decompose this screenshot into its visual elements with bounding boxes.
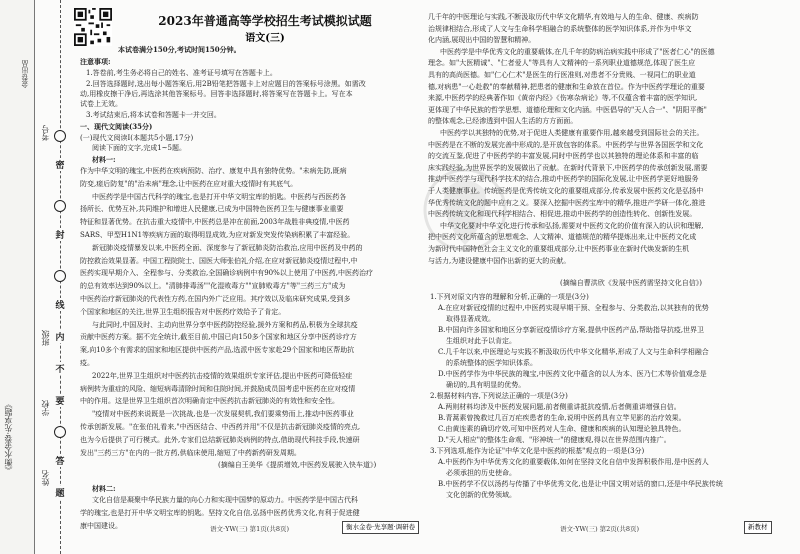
body-line: 中华文化要对中华文化进行传承和弘扬,需要对中医药文化的价值有深入的认识和理解, (440, 221, 704, 230)
answer-option: C.几千年以来,中医理论与实践不断汲取历代中华文化精华,形成了人文与生命科学相融合 (438, 348, 709, 356)
body-line: 德,对病患"一心赴救"的奉献精神,把患者的健康和生命放在首位。作为中医药学理论的重要 (428, 82, 705, 91)
body-line: 扬所长、优势互补,共同维护和增进人民健康,已成为中国特色医药卫生与健康事业重要 (80, 205, 344, 214)
answer-option: 生组织对此予以肯定。 (446, 337, 516, 345)
answer-option: A.在应对新冠疫情的过程中,中医药实现早期干预、全程参与、分类救治,以其独有的优势 (438, 304, 709, 312)
body-line: 作为中华文明的瑰宝,中医药在疾病预防、治疗、康复中具有独特优势。"未病先防,既病 (80, 167, 347, 175)
answer-option: D.中医药学作为中华民族的瑰宝,中医药文化中蕴含的以人为本、医乃仁术等价值观念是 (438, 370, 707, 378)
page-number-left: 语文·YW(三) 第1页(共8页) (210, 525, 290, 533)
body-line: 发出"三药三方"在内的一批方药,供临床使用,缩短了中药新药研发周期。 (80, 448, 301, 457)
seal-char: 要 (53, 394, 67, 407)
exam-info: 本试卷满分150分,考试时间150分钟。 (118, 45, 241, 54)
exam-title: 2023年普通高等学校招生考试模拟试题 (158, 14, 372, 28)
class-label: 班级 (41, 330, 50, 346)
answer-option: A.两则材料均涉及中医药发展问题,前者侧重讲抵抗疫情,后者侧重讲增强自信。 (438, 403, 681, 411)
body-line: 的交流互鉴,促进了中医药学的丰富发展,同时中医药学也以其独特的理论体系和丰富的临 (428, 152, 699, 161)
body-line: SARS、甲型H1N1等疾病方面的取得明显成效,为应对新发突发传染病积累了丰富经验。 (80, 231, 355, 239)
body-line: 更体现了中华民族的哲学思想、道德伦理和文化内涵。中医倡导的"天人合一"、"阴阳平衡" (428, 105, 707, 114)
answer-option: B.青蒿素曾挽救过几百万疟疾患者的生命,说明中医药具有立竿见影的治疗效果。 (438, 414, 686, 422)
body-line: 具有的高尚医德。如"仁心仁术"是医生的行医准则,对患者不分贵贱、一视同仁的职业道 (428, 71, 696, 79)
material-two-source: (摘编自曹洪欣《发展中医药需坚持文化自信》) (560, 279, 702, 287)
section-heading: 一、现代文阅读(35分) (80, 122, 153, 131)
answer-option: B.中医药学不仅以汤药与传播了中华优秀文化,也是让中国文明对话的窗口,还是中华民族传统 (438, 480, 723, 488)
answer-option: A.中医药作为中华优秀文化的重要载体,如何在坚持文化自信中发挥积极作用,是中医药人 (438, 458, 709, 466)
question-stem: 3.下列选项,能作为论证"中华文化是中医药的根基"观点的一项是(3分) (430, 447, 645, 455)
body-line: "疫情对中医药来说既是一次挑战,也是一次发展契机,我们要乘势而上,推动中医药事业 (92, 410, 354, 419)
body-line: 病例转为重症的风险、缩短病毒清除时间和住院时间,并鼓励成员国考虑中医药在应对疫情 (80, 384, 356, 393)
body-line: 华优秀传统文化的题中应有之义。要深入挖掘中医药宝库中的精华,推进产学研一体化,推进 (428, 198, 706, 207)
answer-option: 文化创新的优势领域。 (446, 491, 516, 499)
seal-char: 题 (53, 486, 67, 499)
seal-ring-icon (54, 200, 66, 212)
body-line: 2022年,世界卫生组织对中医药抗击疫情的效果组织专家评估,提出中医药可降低轻症 (92, 371, 353, 380)
note-line: 动,用橡皮擦干净后,再选涂其他答案标号。回答非选择题时,将答案写在答题卡上。写在本 (80, 90, 353, 98)
binding-strip-text: 《衡水金卷·先享题》 (4, 400, 13, 475)
reading-instruction: 阅读下面的文字,完成1~5题。 (92, 144, 186, 152)
seal-ring-icon (54, 270, 66, 282)
body-line: 个国家和地区的关注,世界卫生组织报告对中医药疗效给予了肯定。 (80, 307, 286, 316)
note-line: 试卷上无效。 (80, 100, 122, 108)
note-line: 2.回答选择题时,选出每小题答案后,用2B铅笔把答题卡上对应题目的答案标号涂黑。如需改 (86, 80, 366, 88)
series-badge: 衡水金卷·先享题·调研卷 (342, 521, 419, 534)
seal-char: 密 (53, 158, 67, 171)
body-line: 与此同时,中国及时、主动向世界分享中医药防控经验,援外方案和药品,积极为全球抗疫 (92, 320, 358, 329)
answer-option: 必须承担的历史使命。 (446, 469, 516, 477)
body-line: 来源,中医药学的经典著作如《黄帝内经》《伤寒杂病论》等,不仅蕴含着丰富的医学知识, (428, 94, 698, 103)
subsection-heading: (一)现代文阅读Ⅰ(本题共5小题,17分) (80, 134, 194, 142)
school-label: 学校 (41, 400, 50, 416)
body-line: 中的作用。这是世界卫生组织首次明确肯定中医药抗击新冠肺炎的有效性和安全性。 (80, 397, 339, 406)
material-one-label: 材料一: (92, 155, 116, 164)
qr-code-icon (74, 8, 112, 46)
answer-option: C.由黄连素的确切疗效,可知中医药对人生命、健康和疾病的认知理论独具特色。 (438, 425, 686, 433)
question-stem: 2.根据材料内容,下列说法正确的一项是(3分) (430, 392, 568, 400)
answer-option: D."天人相应"的整体生命观、"形神统一"的健康观,得以在世界范围内推广。 (438, 436, 671, 444)
body-line: 化内涵,展现出中国的智慧和精神。 (428, 36, 536, 45)
body-line: 新冠肺炎疫情暴发以来,中医药全面、深度参与了新冠肺炎防治救治,应用中医药及中药的 (92, 243, 363, 252)
answer-option: 的系统整体的医学知识体系。 (446, 359, 537, 367)
answer-option: 确切的,具有明显的优势。 (446, 381, 526, 389)
body-line: 贡献中医药方案。据不完全统计,截至目前,中国已向150多个国家和地区分享中医药诊疗方 (80, 333, 357, 342)
body-line: 也为今后提供了可行模式。此外,专家们总结新冠肺炎病例的特点,借助现代科技手段,快速研 (80, 435, 360, 444)
body-line: 的整体观念,已经渗透到中国人生活的方方面面。 (428, 117, 578, 126)
body-line: 医药实现早期介入、全程参与、分类救治,全国确诊病例中有90%以上使用了中医药,中医药治疗 (80, 269, 374, 278)
page-number-right: 语文·YW(三) 第2页(共8页) (560, 525, 640, 533)
body-line: 与活力,为建设健康中国作出新的更大的贡献。 (428, 256, 571, 265)
seal-char: 线 (53, 298, 67, 311)
body-line: 为新时代中国特色社会主义文化的重要组成部分,让中医药事业在新时代焕发新的生机 (428, 245, 690, 253)
note-line: 1.答卷前,考生务必将自己的姓名、准考证号填写在答题卡上。 (86, 69, 277, 77)
exam-number-label: 考号 (41, 125, 50, 141)
body-line: 传承创新发展。"在张伯礼看来,"中西医结合、中西药并用"不仅是抗击新冠肺炎疫情的亮点, (80, 423, 361, 431)
body-line: 防控救治效果显著。中国工程院院士、国医大师张伯礼介绍,在应对新冠肺炎疫情过程中,中 (80, 256, 358, 265)
body-line: 中医药是在不断的发展完善中形成的,是开放包容的体系。中医药学与世界各国医学和文化 (428, 140, 704, 149)
exam-subtitle: 语文(三) (245, 33, 285, 44)
body-line: 床实践经验,为世界医学的发展做出了贡献。在新时代背景下,中医药学的传承创新发展,需要 (428, 163, 708, 172)
body-line: 把中医药文化所蕴含的思想观念、人文精神、道德规范的精华提炼出来,让中医药文化成 (428, 233, 697, 242)
body-line: 理念。如"大医精诚"、"仁者爱人"等具有人文精神的一系列职业道德规范,体现了医生应 (428, 59, 696, 68)
seal-ring-icon (54, 130, 66, 142)
body-line: 文化自信是凝聚中华民族力量的向心力和实现中国梦的原动力。中医药学是中国古代科 (92, 496, 358, 504)
body-line: 中医药学是中国古代科学的瑰宝,也是打开中华文明宝库的钥匙。中医药与西医药各 (92, 192, 347, 201)
seal-ring-icon (54, 426, 66, 438)
seal-char: 不 (53, 362, 67, 375)
body-line: 中医药治疗新冠肺炎的代表性方药,在国内外广泛应用。其疗效以及临床研究成果,受到多 (80, 295, 351, 303)
body-line: 的总有效率达到90%以上。"清肺排毒汤""化湿败毒方""宣肺败毒方"等"三药三方"成为 (80, 282, 346, 291)
answer-option: 取得显著成效。 (446, 315, 495, 323)
body-line: 特征和显著优势。在抗击重大疫情中,中医药总是冲在前面,2003年战胜非典疫情,中医药 (80, 218, 350, 227)
body-line: 于人类健康事业。传统医药是优秀传统文化的重要组成部分,传承发展中医药文化是弘扬中 (428, 187, 704, 195)
binding-strip (0, 0, 35, 554)
edition-badge: 新教材 (744, 521, 772, 534)
body-line: 治规律相结合,形成了人文与生命科学相融合的系统整体的医学知识体系,并作为中华文 (428, 24, 692, 33)
name-label: 姓名 (41, 470, 50, 486)
seal-char: 答 (53, 454, 67, 467)
material-two-label: 材料二: (92, 484, 116, 493)
body-line: 中医药学是中华优秀文化的重要载体,在几千年的防病治病实践中形成了"医者仁心"的医德 (440, 47, 715, 56)
body-line: 推动中医药学与现代科学技术的结合,推动中医药学的国际化发展,让中医药学更好地服务 (428, 175, 699, 184)
body-line: 中医药传统文化和现代科学相结合、相促进,推动中医药学的创造性转化、创新性发展。 (428, 210, 697, 219)
body-line: (摘编自王美华《提质增效,中医药发展驶入快车道》) (218, 461, 377, 470)
body-line: 康中国建设。 (80, 521, 122, 530)
body-line: 学的瑰宝,也是打开中华文明宝库的钥匙。坚持文化自信,弘扬中医药优秀文化,有利于促进健 (80, 508, 360, 517)
body-line: 疫。 (80, 359, 94, 367)
body-line: 案,向10多个有需求的国家和地区提供中医药产品,选派中医专家赴29个国家和地区帮助抗 (80, 346, 355, 355)
seal-char: 内 (53, 330, 67, 343)
body-line: 几千年的中医理论与实践,不断汲取历代中华文化精华,有效地与人的生命、健康、疾病防 (428, 13, 699, 21)
seal-line-text (53, 130, 67, 510)
seal-char: 封 (53, 228, 67, 241)
answer-option: B.中国向许多国家和地区分享新冠疫情诊疗方案,提供中医药产品,帮助指导抗疫,世界卫 (438, 326, 705, 334)
notes-heading: 注意事项: (80, 57, 111, 66)
brand-label: 金卷出品 (21, 60, 29, 88)
note-line: 3.考试结束后,将本试卷和答题卡一并交回。 (86, 111, 221, 119)
body-line: 中医药学以其独特的优势,对于促进人类健康有重要作用,越来越受到国际社会的关注。 (440, 129, 704, 137)
question-stem: 1.下列对原文内容的理解和分析,正确的一项是(3分) (430, 293, 589, 301)
body-line: 防变,瘥后防复"的"治未病"理念,让中医药在应对重大疫情时有其底气。 (80, 179, 298, 188)
